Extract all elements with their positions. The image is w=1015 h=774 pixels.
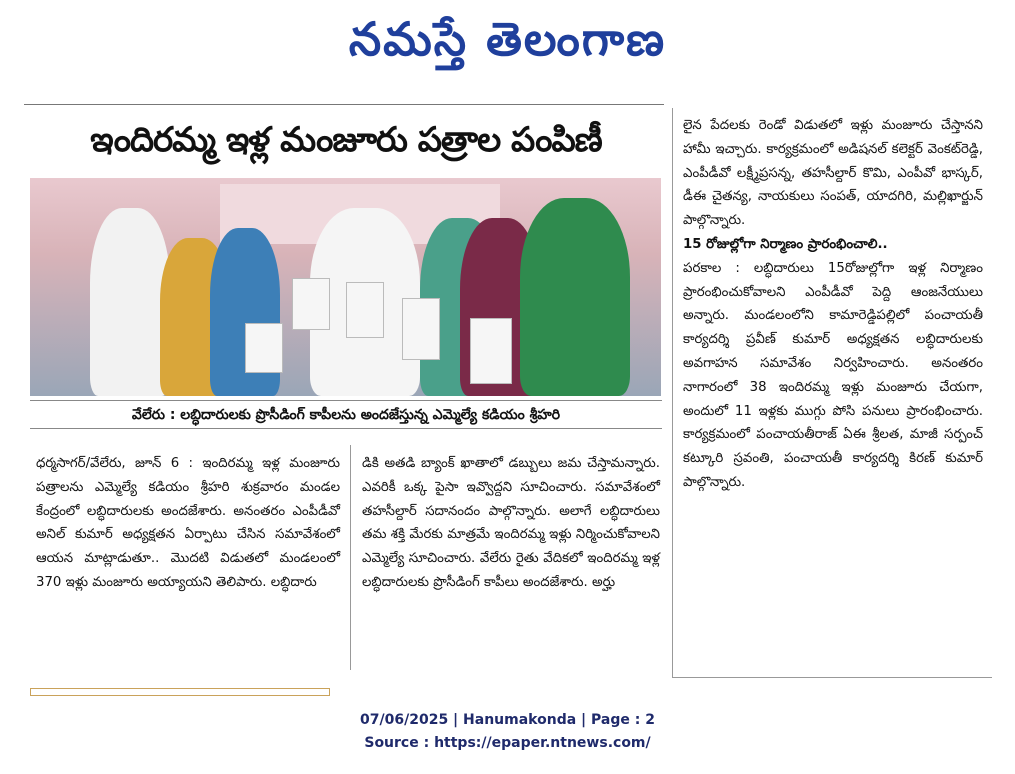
footer-source: Source : https://epaper.ntnews.com/ bbox=[364, 735, 651, 751]
divider bbox=[30, 400, 662, 401]
article-text: డికి అతడి బ్యాంక్ ఖాతాలో డబ్బులు జమ చేస్తామన్నారు. ఎవరికీ ఒక్క పైసా ఇవ్వొద్దని సూచించారు. సమావేశంలో తహసీల్దార్ సదానందం పాల్గొన్నారు. అలాగే లబ్ధిదారులు తమ శక్తి మేరకు మాత్రమే ఇందిరమ్మ ఇళ్లు నిర్మించుకోవాలని ఎమ్మెల్యే సూచించారు. వేలేరు రైతు వేదికలో ఇందిరమ్మ ఇళ్ల లబ్ధిదారులకు ప్రొసీడింగ్ కాపీలు అందజేశారు. అర్హు bbox=[362, 456, 660, 590]
masthead-logo: నమస్తే తెలంగాణ bbox=[348, 12, 667, 66]
photo-document bbox=[292, 278, 330, 330]
article-column-2 bbox=[362, 452, 660, 595]
photo-document bbox=[470, 318, 512, 384]
divider bbox=[672, 677, 992, 678]
article-column-3 bbox=[683, 114, 983, 495]
photo-person bbox=[90, 208, 170, 396]
headline: ఇందిరమ్మ ఇళ్ల మంజూరు పత్రాల పంపిణీ bbox=[90, 120, 602, 160]
article-text: పరకాల : లబ్ధిదారులు 15రోజుల్లోగా ఇళ్ల నిర్మాణం ప్రారంభించుకోవాలని ఎంపీడీవో పెద్ది ఆంజనేయులు అన్నారు. మండలంలోని కామారెడ్డిపల్లిలో పంచాయతీ కార్యదర్శి ప్రవీణ్ కుమార్ అధ్యక్షతన లబ్ధిదారులకు అవగాహన సమావేశం నిర్వహించారు. అనంతరం నాగారంలో 38 ఇందిరమ్మ ఇళ్లు మంజూరు చేయగా, అందులో 11 ఇళ్లకు ముగ్గు పోసి పనులు ప్రారంభించారు. కార్యక్రమంలో పంచాయతీరాజ్ ఏఈ శ్రీలత, మాజీ సర్పంచ్ కట్కూరి స్రవంతి, పంచాయతీ కార్యదర్శి కిరణ్ కుమార్ పాల్గొన్నారు. bbox=[683, 260, 983, 490]
column-divider bbox=[672, 108, 673, 678]
photo-document bbox=[245, 323, 283, 373]
footer-date-edition: 07/06/2025 | Hanumakonda | Page : 2 bbox=[360, 712, 655, 728]
news-photo bbox=[30, 178, 661, 396]
column-divider bbox=[350, 445, 351, 670]
divider bbox=[30, 428, 662, 429]
article-text: ధర్మసాగర్/వేలేరు, జూన్ 6 : ఇందిరమ్మ ఇళ్ల మంజూరు పత్రాలను ఎమ్మెల్యే కడియం శ్రీహరి శుక్రవారం మండల కేంద్రంలో లబ్ధిదారులకు అందజేశారు. అనంతరం ఎంపీడీవో అనిల్ కుమార్ అధ్యక్షతన ఏర్పాటు చేసిన సమావేశంలో ఆయన మాట్లాడుతూ.. మొదటి విడుతలో మండలంలో 370 ఇళ్లు మంజూరు అయ్యాయని తెలిపారు. లబ్ధిదారు bbox=[36, 456, 340, 590]
photo-caption: వేలేరు : లబ్ధిదారులకు ప్రొసీడింగ్ కాపీలను అందజేస్తున్న ఎమ్మెల్యే కడియం శ్రీహరి bbox=[131, 407, 561, 423]
divider bbox=[24, 104, 664, 105]
photo-document bbox=[346, 282, 384, 338]
article-subhead: 15 రోజుల్లోగా నిర్మాణం ప్రారంభించాలి.. bbox=[683, 236, 888, 252]
photo-document bbox=[402, 298, 440, 360]
ad-box-edge bbox=[30, 688, 330, 696]
photo-person bbox=[520, 198, 630, 396]
article-column-1 bbox=[36, 452, 340, 595]
article-text: లైన పేదలకు రెండో విడుతలో ఇళ్లు మంజూరు చేస్తానని హామీ ఇచ్చారు. కార్యక్రమంలో అడిషనల్ కలెక్టర్ వెంకట్‌రెడ్డి, ఎంపీడీవో లక్ష్మీప్రసన్న, తహసీల్దార్ కొమి, ఎంపీవో భాస్కర్, డీఈ చైతన్య, నాయకులు సంపత్, యాదగిరి, మల్లిఖార్జున్ పాల్గొన్నారు. bbox=[683, 118, 983, 229]
